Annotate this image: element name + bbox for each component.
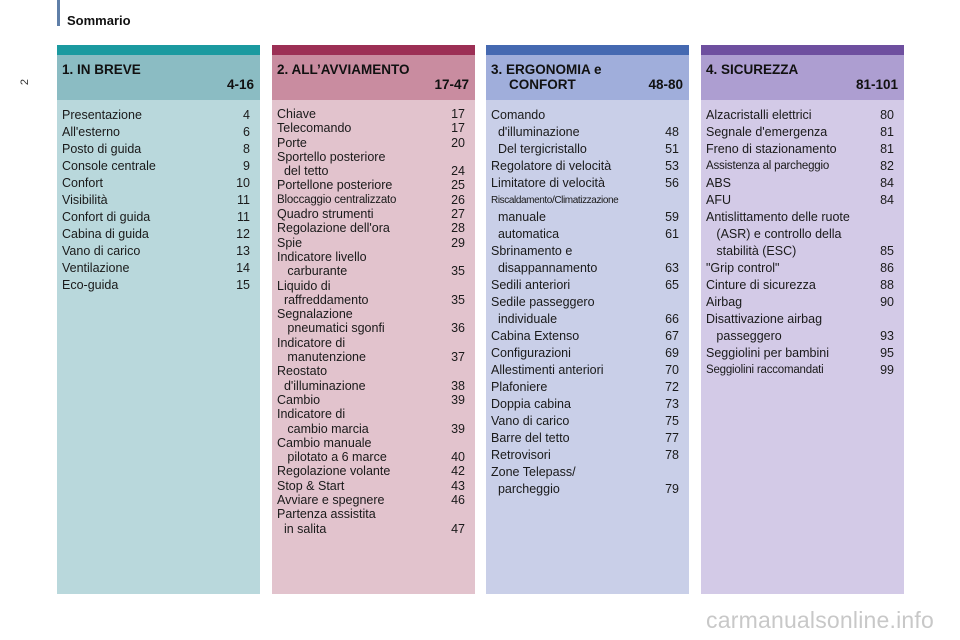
- toc-entry-title: d'illuminazione: [491, 125, 580, 139]
- toc-entry[interactable]: [277, 193, 465, 207]
- toc-entry-page: 27: [451, 207, 465, 222]
- toc-entry-page: 24: [451, 164, 465, 179]
- toc-entry-title: Indicatore livello: [277, 249, 367, 264]
- section-entry-list: [272, 100, 475, 536]
- toc-entry[interactable]: [706, 124, 894, 141]
- toc-entry[interactable]: [706, 362, 894, 379]
- toc-entry-title: carburante: [277, 264, 348, 279]
- toc-entry-title: Cinture di sicurezza: [706, 278, 816, 292]
- toc-entry-page: 42: [451, 464, 465, 479]
- toc-entry[interactable]: [706, 260, 894, 277]
- toc-entry: [277, 250, 465, 264]
- toc-entry[interactable]: [491, 226, 679, 243]
- toc-entry-page: 67: [665, 329, 679, 343]
- toc-entry-title: Chiave: [277, 107, 316, 121]
- toc-entry-page: 70: [665, 363, 679, 377]
- toc-entry[interactable]: [491, 158, 679, 175]
- toc-entry-page: 39: [451, 392, 465, 407]
- toc-entry-page: 95: [880, 346, 894, 360]
- toc-entry[interactable]: [491, 362, 679, 379]
- toc-entry-title: d'illuminazione: [277, 378, 366, 393]
- toc-entry[interactable]: [491, 379, 679, 396]
- toc-entry-title: Barre del tetto: [491, 431, 570, 445]
- toc-entry[interactable]: [706, 345, 894, 362]
- section-page-range: 48-80: [648, 77, 683, 92]
- section-header[interactable]: [272, 55, 475, 100]
- toc-entry: [706, 226, 894, 243]
- toc-entry-title: Sedili anteriori: [491, 278, 571, 292]
- toc-entry-title: Airbag: [706, 295, 743, 309]
- toc-entry-page: 84: [880, 193, 894, 207]
- toc-entry-title: individuale: [491, 312, 558, 326]
- toc-entry[interactable]: [491, 481, 679, 498]
- section-title: 1. IN BREVE: [62, 62, 141, 77]
- toc-entry-title: Riscaldamento/Climatizzazione: [491, 195, 619, 206]
- toc-entry-title: Indicatore di: [277, 407, 346, 422]
- toc-entry[interactable]: [277, 422, 465, 436]
- toc-entry: [277, 307, 465, 321]
- toc-entry-page: 86: [880, 261, 894, 275]
- toc-entry-title: Limitatore di velocità: [491, 176, 605, 190]
- toc-entry-title: Vano di carico: [491, 414, 570, 428]
- toc-entry-page: 38: [451, 378, 465, 393]
- toc-entry-page: 15: [236, 278, 250, 292]
- toc-entry: [491, 464, 679, 481]
- toc-entry-page: 29: [451, 235, 465, 250]
- section-column-sicurezza: [701, 45, 904, 594]
- toc-entry-title: "Grip control": [706, 261, 780, 275]
- toc-entry-page: 56: [665, 176, 679, 190]
- toc-entry-title: Disattivazione airbag: [706, 312, 823, 326]
- toc-entry-title: Assistenza al parcheggio: [706, 160, 830, 172]
- toc-entry-page: 43: [451, 478, 465, 493]
- toc-entry-page: 26: [451, 192, 465, 207]
- toc-entry[interactable]: [706, 277, 894, 294]
- toc-entry: [491, 107, 679, 124]
- section-page-range: 17-47: [434, 77, 469, 92]
- toc-entry[interactable]: [491, 260, 679, 277]
- toc-entry-page: 59: [665, 210, 679, 224]
- toc-entry-title: Zone Telepass/: [491, 465, 576, 479]
- toc-entry[interactable]: [277, 107, 465, 121]
- toc-entry[interactable]: [706, 107, 894, 124]
- toc-entry-title: Confort: [62, 176, 103, 190]
- toc-entry: [277, 279, 465, 293]
- toc-entry[interactable]: [277, 393, 465, 407]
- toc-entry-title: pneumatici sgonfi: [277, 321, 385, 336]
- toc-entry-page: 84: [880, 176, 894, 190]
- toc-entry-page: 73: [665, 397, 679, 411]
- toc-entry-page: 36: [451, 321, 465, 336]
- toc-entry-title: Cambio manuale: [277, 435, 372, 450]
- toc-entry[interactable]: [62, 277, 250, 294]
- toc-entry-title: ABS: [706, 176, 732, 190]
- toc-entry-page: 4: [243, 108, 250, 122]
- toc-entry-page: 48: [665, 125, 679, 139]
- toc-entry-title: Quadro strumenti: [277, 207, 374, 222]
- toc-entry-title: Del tergicristallo: [491, 142, 587, 156]
- page-title: Sommario: [67, 13, 131, 28]
- toc-entry-title: manutenzione: [277, 350, 366, 365]
- toc-entry-page: 13: [236, 244, 250, 258]
- toc-entry-title: Bloccaggio centralizzato: [277, 193, 397, 206]
- toc-entry[interactable]: [706, 158, 894, 175]
- toc-entry-title: cambio marcia: [277, 421, 369, 436]
- toc-entry: [277, 436, 465, 450]
- toc-entry[interactable]: [277, 464, 465, 478]
- toc-entry-title: manuale: [491, 210, 546, 224]
- section-title: 3. ERGONOMIA e: [491, 62, 602, 77]
- toc-entry[interactable]: [491, 209, 679, 226]
- toc-entry: [277, 336, 465, 350]
- section-color-bar: [486, 45, 689, 55]
- toc-entry-page: 40: [451, 450, 465, 465]
- section-header[interactable]: [57, 55, 260, 100]
- toc-entry-title: Posto di guida: [62, 142, 142, 156]
- toc-entry-title: Ventilazione: [62, 261, 130, 275]
- toc-entry-title: All'esterno: [62, 125, 120, 139]
- toc-entry[interactable]: [491, 311, 679, 328]
- toc-entry-title: Porte: [277, 135, 307, 150]
- toc-entry-title: Cambio: [277, 392, 321, 407]
- toc-entry[interactable]: [62, 209, 250, 226]
- toc-entry-title: Allestimenti anteriori: [491, 363, 604, 377]
- toc-entry: [491, 294, 679, 311]
- toc-entry[interactable]: [62, 107, 250, 124]
- toc-entry[interactable]: [62, 226, 250, 243]
- toc-entry[interactable]: [491, 124, 679, 141]
- toc-entry-page: 8: [243, 142, 250, 156]
- toc-entry[interactable]: [62, 192, 250, 209]
- toc-entry: [277, 407, 465, 421]
- toc-entry-page: 46: [451, 493, 465, 508]
- toc-entry[interactable]: [62, 124, 250, 141]
- toc-entry-title: Configurazioni: [491, 346, 571, 360]
- toc-entry-title: Antislittamento delle ruote: [706, 210, 850, 224]
- toc-entry[interactable]: [277, 522, 465, 536]
- toc-entry[interactable]: [277, 450, 465, 464]
- toc-entry-title: Sbrinamento e: [491, 244, 573, 258]
- section-header[interactable]: [486, 55, 689, 100]
- toc-entry-title: del tetto: [277, 164, 329, 179]
- toc-entry-title: Freno di stazionamento: [706, 142, 837, 156]
- toc-entry[interactable]: [491, 141, 679, 158]
- toc-entry-page: 78: [665, 448, 679, 462]
- toc-entry[interactable]: [62, 175, 250, 192]
- section-color-bar: [272, 45, 475, 55]
- section-color-bar: [57, 45, 260, 55]
- toc-entry-title: Doppia cabina: [491, 397, 571, 411]
- toc-entry-title: Console centrale: [62, 159, 156, 173]
- toc-entry-title: Eco-guida: [62, 278, 119, 292]
- toc-entry-title: in salita: [277, 521, 327, 536]
- toc-entry-page: 20: [451, 135, 465, 150]
- toc-entry-title: Comando: [491, 108, 546, 122]
- toc-entry[interactable]: [706, 294, 894, 311]
- toc-entry[interactable]: [277, 493, 465, 507]
- toc-entry-page: 72: [665, 380, 679, 394]
- section-entry-list: [486, 100, 689, 498]
- toc-entry[interactable]: [706, 243, 894, 260]
- toc-entry-page: 80: [880, 108, 894, 122]
- toc-entry-page: 75: [665, 414, 679, 428]
- toc-entry-title: Regolazione dell'ora: [277, 221, 390, 236]
- section-title-line-2: [491, 77, 683, 92]
- toc-entry-title: Visibilità: [62, 193, 108, 207]
- toc-entry: [277, 364, 465, 378]
- toc-entry-title: Portellone posteriore: [277, 178, 393, 193]
- toc-entry: [277, 150, 465, 164]
- toc-entry-title: Plafoniere: [491, 380, 548, 394]
- toc-entry-title: raffreddamento: [277, 292, 369, 307]
- section-column-in-breve: [57, 45, 260, 594]
- toc-entry[interactable]: [491, 328, 679, 345]
- section-entry-list: [701, 100, 904, 379]
- toc-entry-page: 37: [451, 350, 465, 365]
- toc-entry[interactable]: [491, 345, 679, 362]
- toc-entry-title: Regolatore di velocità: [491, 159, 612, 173]
- toc-entry-title: Sedile passeggero: [491, 295, 595, 309]
- toc-entry-title: parcheggio: [491, 482, 560, 496]
- toc-entry-title: Liquido di: [277, 278, 331, 293]
- toc-entry-page: 63: [665, 261, 679, 275]
- toc-entry-title: passeggero: [706, 329, 782, 343]
- toc-entry-page: 90: [880, 295, 894, 309]
- toc-entry-page: 11: [237, 193, 250, 207]
- toc-entry-title: Spie: [277, 235, 303, 250]
- toc-entry[interactable]: [62, 141, 250, 158]
- toc-entry[interactable]: [277, 321, 465, 335]
- toc-entry[interactable]: [491, 447, 679, 464]
- section-header[interactable]: [701, 55, 904, 100]
- toc-entry-page: 11: [237, 210, 250, 224]
- toc-entry-page: 10: [236, 176, 250, 190]
- toc-entry-title: Seggiolini per bambini: [706, 346, 829, 360]
- toc-entry-title: Retrovisori: [491, 448, 551, 462]
- toc-entry-page: 79: [665, 482, 679, 496]
- toc-entry-page: 81: [880, 142, 894, 156]
- toc-entry-page: 51: [665, 142, 679, 156]
- toc-entry-page: 39: [451, 421, 465, 436]
- toc-entry: [706, 311, 894, 328]
- toc-entry[interactable]: [62, 260, 250, 277]
- toc-entry-title: Segnalazione: [277, 307, 353, 322]
- toc-entry-title: Cabina Extenso: [491, 329, 580, 343]
- page-number: 2: [19, 78, 32, 86]
- toc-entry[interactable]: [277, 236, 465, 250]
- toc-entry[interactable]: [277, 136, 465, 150]
- toc-entry[interactable]: [277, 164, 465, 178]
- section-column-ergonomia: [486, 45, 689, 594]
- section-title: 2. ALL’AVVIAMENTO: [277, 62, 410, 77]
- toc-entry-page: 88: [880, 278, 894, 292]
- toc-entry-page: 65: [665, 278, 679, 292]
- toc-entry-page: 66: [665, 312, 679, 326]
- toc-entry-title: Confort di guida: [62, 210, 151, 224]
- toc-entry: [706, 209, 894, 226]
- toc-entry[interactable]: [277, 207, 465, 221]
- section-color-bar: [701, 45, 904, 55]
- toc-entry-page: 61: [665, 227, 679, 241]
- section-title-continued: CONFORT: [509, 77, 576, 92]
- toc-entry-title: Sportello posteriore: [277, 149, 386, 164]
- toc-entry-page: 35: [451, 264, 465, 279]
- toc-entry[interactable]: [491, 396, 679, 413]
- toc-entry-title: (ASR) e controllo della: [706, 227, 842, 241]
- toc-entry-page: 82: [880, 159, 894, 173]
- toc-entry-title: Cabina di guida: [62, 227, 149, 241]
- section-page-range: 81-101: [855, 77, 898, 92]
- toc-entry[interactable]: [706, 192, 894, 209]
- toc-entry-title: Alzacristalli elettrici: [706, 108, 812, 122]
- header-rule: [57, 0, 60, 26]
- toc-entry-page: 81: [880, 125, 894, 139]
- toc-entry[interactable]: [706, 141, 894, 158]
- toc-entry[interactable]: [62, 158, 250, 175]
- toc-entry-page: 14: [236, 261, 250, 275]
- toc-entry-page: 69: [665, 346, 679, 360]
- toc-entry-title: Vano di carico: [62, 244, 141, 258]
- toc-entry-page: 99: [880, 363, 894, 377]
- section-entry-list: [57, 100, 260, 294]
- toc-entry-title: Telecomando: [277, 121, 352, 136]
- toc-entry-title: automatica: [491, 227, 560, 241]
- toc-entry-title: Avviare e spegnere: [277, 493, 385, 508]
- toc-entry-page: 35: [451, 292, 465, 307]
- toc-entry[interactable]: [277, 293, 465, 307]
- toc-entry[interactable]: [277, 379, 465, 393]
- toc-entry-title: Presentazione: [62, 108, 142, 122]
- toc-entry[interactable]: [277, 479, 465, 493]
- toc-entry: [491, 243, 679, 260]
- toc-entry-title: stabilità (ESC): [706, 244, 797, 258]
- toc-entry-page: 9: [243, 159, 250, 173]
- toc-entry[interactable]: [706, 175, 894, 192]
- toc-entry-title: Indicatore di: [277, 335, 346, 350]
- toc-entry-title: Stop & Start: [277, 478, 345, 493]
- toc-entry-page: 12: [236, 227, 250, 241]
- toc-entry-page: 17: [451, 121, 465, 136]
- toc-entry: [491, 192, 679, 209]
- toc-entry: [277, 507, 465, 521]
- section-page-range: 4-16: [226, 77, 254, 92]
- watermark: carmanualsonline.info: [706, 607, 934, 633]
- toc-entry-page: 25: [451, 178, 465, 193]
- toc-entry[interactable]: [706, 328, 894, 345]
- toc-entry[interactable]: [491, 430, 679, 447]
- toc-entry-page: 77: [665, 431, 679, 445]
- section-title: 4. SICUREZZA: [706, 62, 799, 77]
- toc-entry-page: 53: [665, 159, 679, 173]
- toc-entry-page: 47: [451, 521, 465, 536]
- toc-entry-page: 93: [880, 329, 894, 343]
- toc-entry-page: 6: [243, 125, 250, 139]
- toc-entry-title: Reostato: [277, 364, 328, 379]
- toc-entry[interactable]: [491, 413, 679, 430]
- section-column-all-avviamento: [272, 45, 475, 594]
- toc-entry[interactable]: [277, 121, 465, 135]
- toc-entry-page: 17: [451, 107, 465, 121]
- toc-entry[interactable]: [277, 221, 465, 235]
- toc-entry-title: AFU: [706, 193, 731, 207]
- toc-entry-page: 28: [451, 221, 465, 236]
- toc-entry-title: Seggiolini raccomandati: [706, 364, 824, 376]
- toc-entry-title: Regolazione volante: [277, 464, 391, 479]
- toc-entry[interactable]: [62, 243, 250, 260]
- toc-entry-title: Segnale d'emergenza: [706, 125, 828, 139]
- toc-entry-title: Partenza assistita: [277, 507, 376, 522]
- toc-entry-title: pilotato a 6 marce: [277, 450, 387, 465]
- toc-entry-page: 85: [880, 244, 894, 258]
- toc-entry-title: disappannamento: [491, 261, 598, 275]
- toc-entry[interactable]: [491, 175, 679, 192]
- toc-entry[interactable]: [491, 277, 679, 294]
- toc-entry[interactable]: [277, 264, 465, 278]
- toc-entry[interactable]: [277, 178, 465, 192]
- toc-entry[interactable]: [277, 350, 465, 364]
